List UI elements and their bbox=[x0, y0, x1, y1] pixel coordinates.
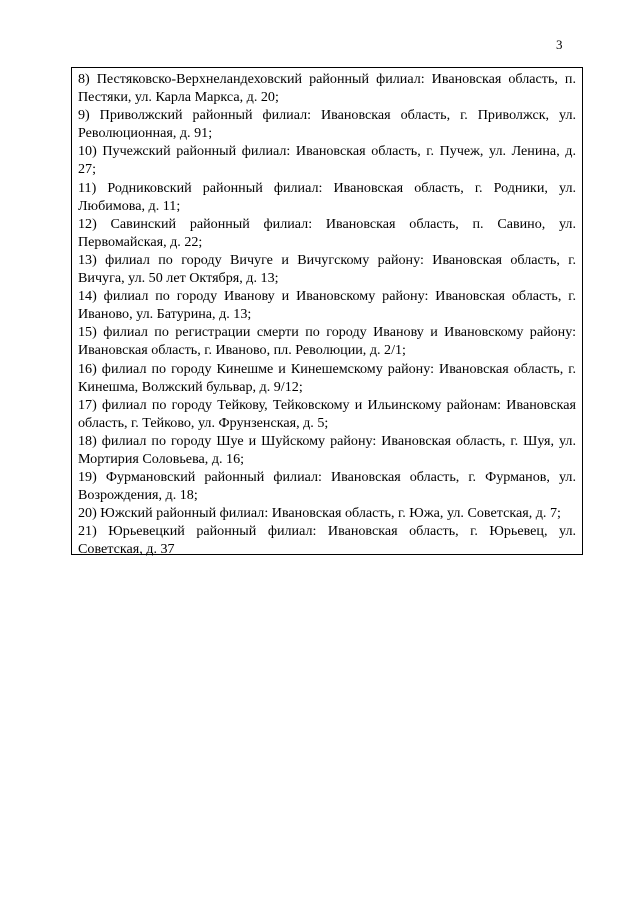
list-item: 9) Приволжский районный филиал: Ивановская область, г. Приволжск, ул. Революционная, д. 91; bbox=[78, 107, 576, 142]
list-item: 21) Юрьевецкий районный филиал: Ивановская область, г. Юрьевец, ул. Советская, д. 37 bbox=[78, 523, 576, 558]
list-item: 18) филиал по городу Шуе и Шуйскому району: Ивановская область, г. Шуя, ул. Мортирия Соловьева, д. 16; bbox=[78, 432, 576, 467]
list-item: 19) Фурмановский районный филиал: Ивановская область, г. Фурманов, ул. Возрождения, д. 18; bbox=[78, 469, 576, 504]
list-item: 11) Родниковский районный филиал: Ивановская область, г. Родники, ул. Любимова, д. 11; bbox=[78, 179, 576, 214]
list-item: 13) филиал по городу Вичуге и Вичугскому району: Ивановская область, г. Вичуга, ул. 50 лет Октября, д. 13; bbox=[78, 251, 576, 287]
list-item: 8) Пестяковско-Верхнеландеховский районный филиал: Ивановская область, п. Пестяки, ул. Карла Маркса, д. 20; bbox=[78, 71, 576, 106]
list-item: 20) Южский районный филиал: Ивановская область, г. Южа, ул. Советская, д. 7; bbox=[78, 505, 561, 522]
page-number: 3 bbox=[556, 37, 563, 52]
list-item: 10) Пучежский районный филиал: Ивановская область, г. Пучеж, ул. Ленина, д. 27; bbox=[78, 143, 576, 178]
list-item: 12) Савинский районный филиал: Ивановская область, п. Савино, ул. Первомайская, д. 22; bbox=[78, 215, 576, 250]
branch-list-box bbox=[71, 67, 583, 558]
list-item: 17) филиал по городу Тейкову, Тейковскому и Ильинскому районам: Ивановская область, г. Тейково, ул. Фрунзенская, д. 5; bbox=[78, 396, 576, 431]
list-item: 15) филиал по регистрации смерти по городу Иванову и Ивановскому району: Ивановская область, г. Иваново, пл. Революции, д. 2/1; bbox=[78, 324, 576, 359]
list-item: 14) филиал по городу Иванову и Ивановскому району: Ивановская область, г. Иваново, ул. Батурина, д. 13; bbox=[78, 288, 576, 323]
list-item: 16) филиал по городу Кинешме и Кинешемскому району: Ивановская область, г. Кинешма, Волжский бульвар, д. 9/12; bbox=[78, 360, 576, 395]
